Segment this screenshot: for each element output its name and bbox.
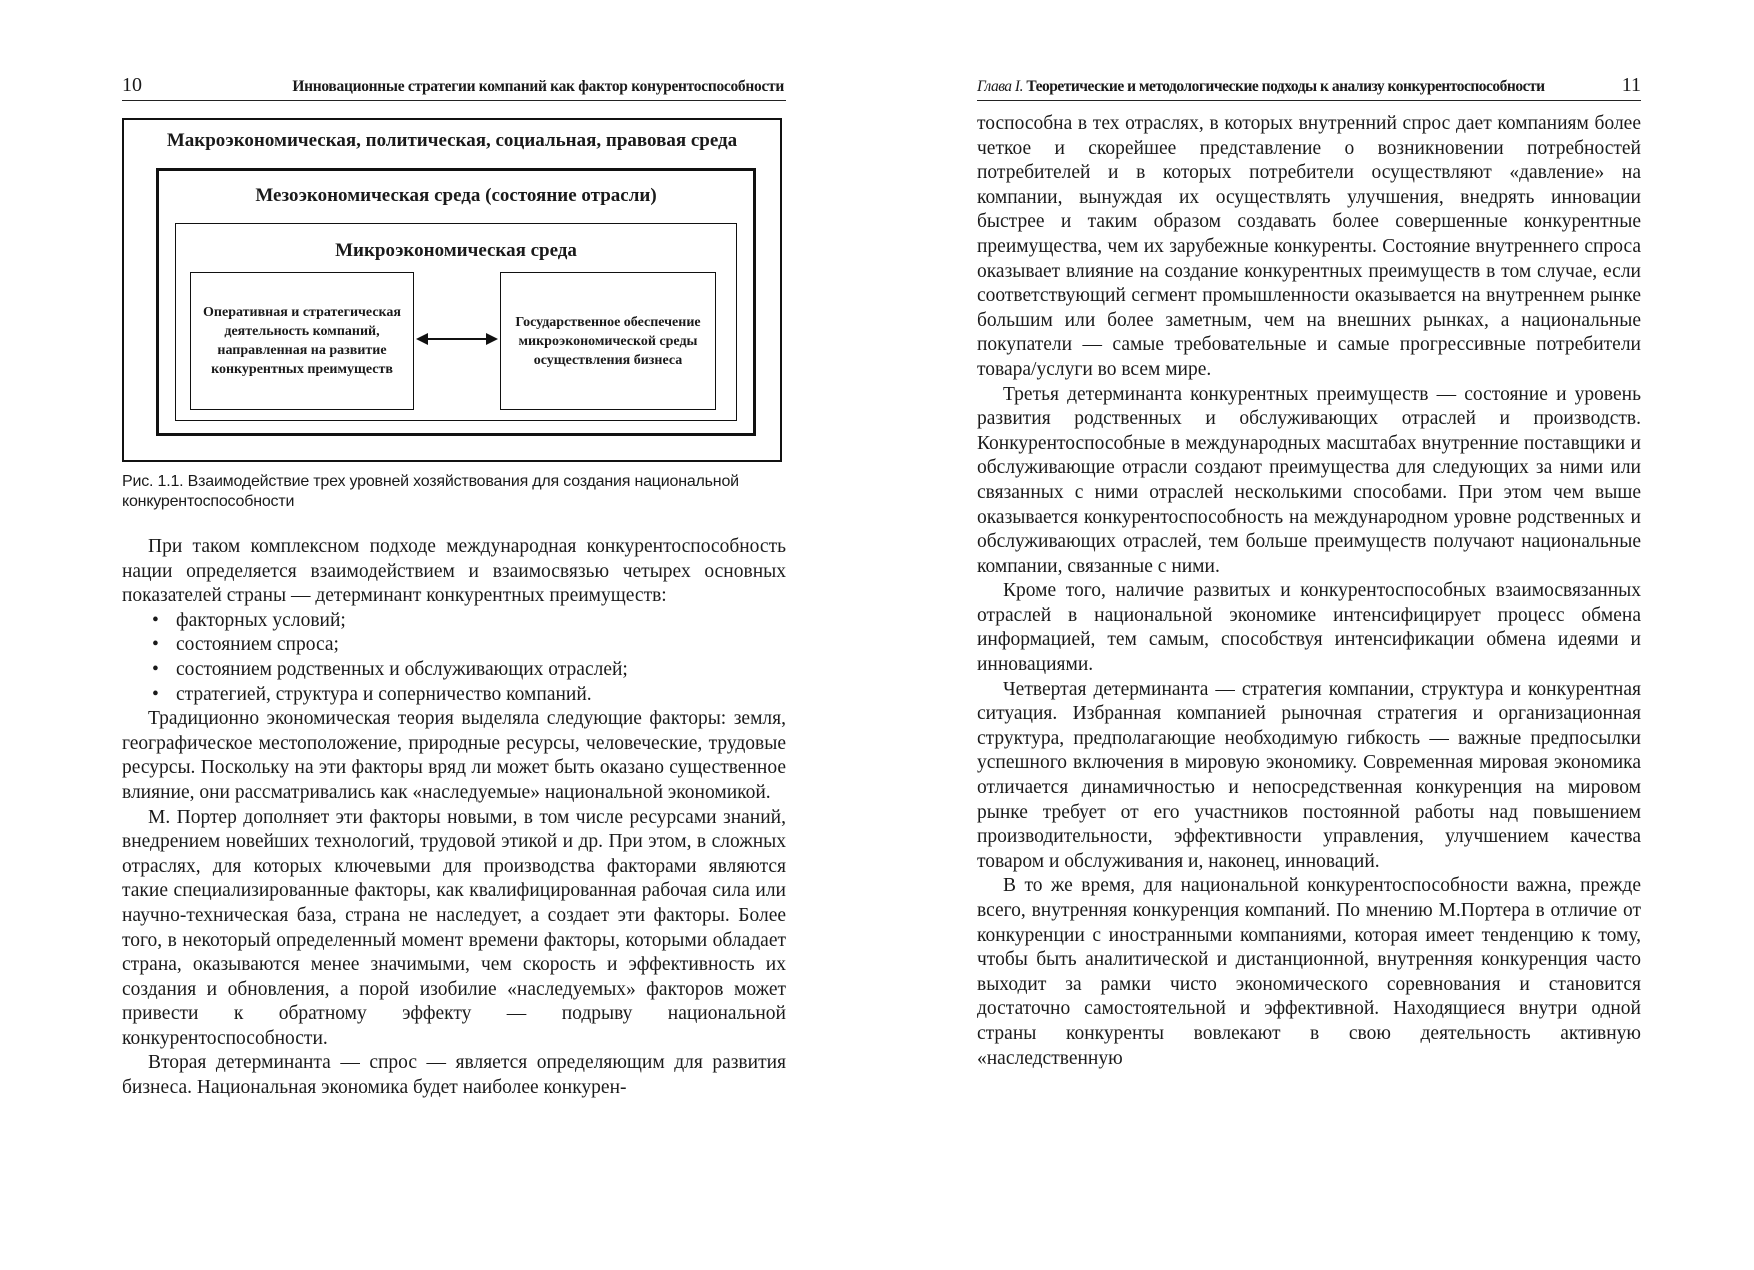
list-item: • состоянием родственных и обслуживающих отраслей; (122, 658, 786, 683)
paragraph: тоспособна в тех отраслях, в которых внутренний спрос дает компаниям более четкое и скорейшее представление о возникновении потребностей потребителей и в которых потребители осуществляют «давление» на компании, вынуждая их осуществлять улучшения, внедрять инновации быстрее и таким образом создавать более совершенные конкурентные преимущества, чем их зарубежные конкуренты. Состояние внутреннего спроса оказывает влияние на создание конкурентных преимуществ в том случае, если соответствующий сегмент промышленности оказывается на внутреннем рынке большим или более заметным, чем на внешних рынках, а национальные покупатели — самые требовательные и самые прогрессивные потребители товара/услуги во всем мире. (977, 113, 1641, 380)
figure-diagram (122, 118, 782, 462)
company-activity-box (190, 272, 414, 410)
left-running-head (122, 76, 786, 101)
right-page (977, 0, 1641, 1270)
company-activity-text: Оперативная и стратегическая деятельность компаний, направленная на развитие конкурентных преимуществ (203, 305, 401, 377)
chapter-label: Глава I. (977, 78, 1023, 95)
paragraph: Третья детерминанта конкурентных преимуществ — состояние и уровень развития родственных и обслуживающих отраслей и производств. Конкурентоспособные в международных масштабах внутренние поставщики и обслуживающие отрасли создают преимущества для следующих за ними или связанных с ними отраслей несколькими способами. При этом чем выше оказывается конкурентоспособность на международном уровне родственных и обслуживающих отраслей, тем больше преимуществ получают национальные компании, связанные с ними. (977, 383, 1641, 577)
paragraph: При таком комплексном подходе международная конкурентоспособность нации определяется взаимодействием и взаимосвязью четырех основных показателей страны — детерминант конкурентных преимуществ: (122, 536, 786, 607)
list-item: • стратегией, структура и соперничество компаний. (122, 683, 786, 708)
right-running-head (977, 76, 1641, 101)
state-support-box (500, 272, 716, 410)
paragraph: Кроме того, наличие развитых и конкурентоспособных взаимосвязанных отраслей в национальной экономике интенсифицирует процесс обмена информацией, тем самым, способствуя интенсификации обмена идеями и инновациями. (977, 580, 1641, 676)
paragraph: Вторая детерминанта — спрос — является определяющим для развития бизнеса. Национальная экономика будет наиболее конкурен- (122, 1052, 786, 1099)
paragraph: Четвертая детерминанта — стратегия компании, структура и конкурентная ситуация. Избранная компанией рыночная стратегия и организационная структура, предполагающие необходимую гибкость — важные предпосылки успешного включения в мировую экономику. Современная мировая экономика отличается динамичностью и непосредственная конкуренция на мировом рынке требует от его участников постоянной работы над повышением производительности, эффективности управления, улучшением качества товаром и обслуживания и, наконец, инноваций. (977, 678, 1641, 872)
left-body-text (122, 535, 786, 1101)
meso-env-box (156, 168, 756, 436)
left-page-number: 10 (122, 74, 142, 96)
determinants-list (122, 609, 786, 707)
left-page (122, 0, 786, 1270)
micro-env-box (175, 223, 737, 421)
right-body-text (977, 112, 1641, 1071)
meso-env-title: Мезоэкономическая среда (состояние отрасли) (255, 185, 657, 206)
list-item: • факторных условий; (122, 609, 786, 634)
right-running-title-wrap (977, 78, 1545, 96)
double-arrow-icon (416, 329, 498, 349)
list-item: • состоянием спроса; (122, 633, 786, 658)
paragraph: М. Портер дополняет эти факторы новыми, в том числе ресурсами знаний, внедрением новейших технологий, трудовой этикой и др. При этом, в сложных отраслях, для которых ключевыми для производства факторами являются такие специализированные факторы, как квалифицированная рабочая сила или научно-техническая база, страна не наследует, а создает эти факторы. Более того, в некоторый определенный момент времени факторы, которыми обладает страна, оказываются менее значимыми, чем скорость и эффективность их создания и обновления, а порой изобилие «наследуемых» факторов может привести к обратному эффекту — подрыву национальной конкурентоспособности. (122, 806, 786, 1049)
figure-caption: Рис. 1.1. Взаимодействие трех уровней хозяйствования для создания национальной конкурентоспособности (122, 473, 739, 510)
left-running-title: Инновационные стратегии компаний как фактор конурентоспособности (292, 78, 784, 95)
paragraph: В то же время, для национальной конкурентоспособности важна, прежде всего, внутренняя конкуренция компаний. По мнению М.Портера в отличие от конкуренции с иностранными компаниями, которая имеет тенденцию к тому, чтобы быть аналитической и дистанционной, внутренняя конкуренция часто выходит за рамки чисто экономического соревнования и становится достаточно самостоятельной и эффективной. Находящиеся внутри одной страны конкуренты вовлекают в свою деятельность активную «наследственную (977, 875, 1641, 1069)
state-support-text: Государственное обеспечение микроэкономической среды осуществления бизнеса (515, 314, 701, 368)
macro-env-title: Макроэкономическая, политическая, социальная, правовая среда (166, 130, 738, 151)
micro-env-title: Микроэкономическая среда (335, 240, 577, 261)
right-running-title: Теоретические и методологические подходы к анализу конкурентоспособности (1026, 78, 1545, 95)
right-page-number: 11 (1621, 74, 1641, 96)
paragraph: Традиционно экономическая теория выделяла следующие факторы: земля, географическое местоположение, природные ресурсы, человеческие, трудовые ресурсы. Поскольку на эти факторы вряд ли может быть оказано существенное влияние, они рассматривались как «наследуемые» национальной экономикой. (122, 708, 786, 803)
